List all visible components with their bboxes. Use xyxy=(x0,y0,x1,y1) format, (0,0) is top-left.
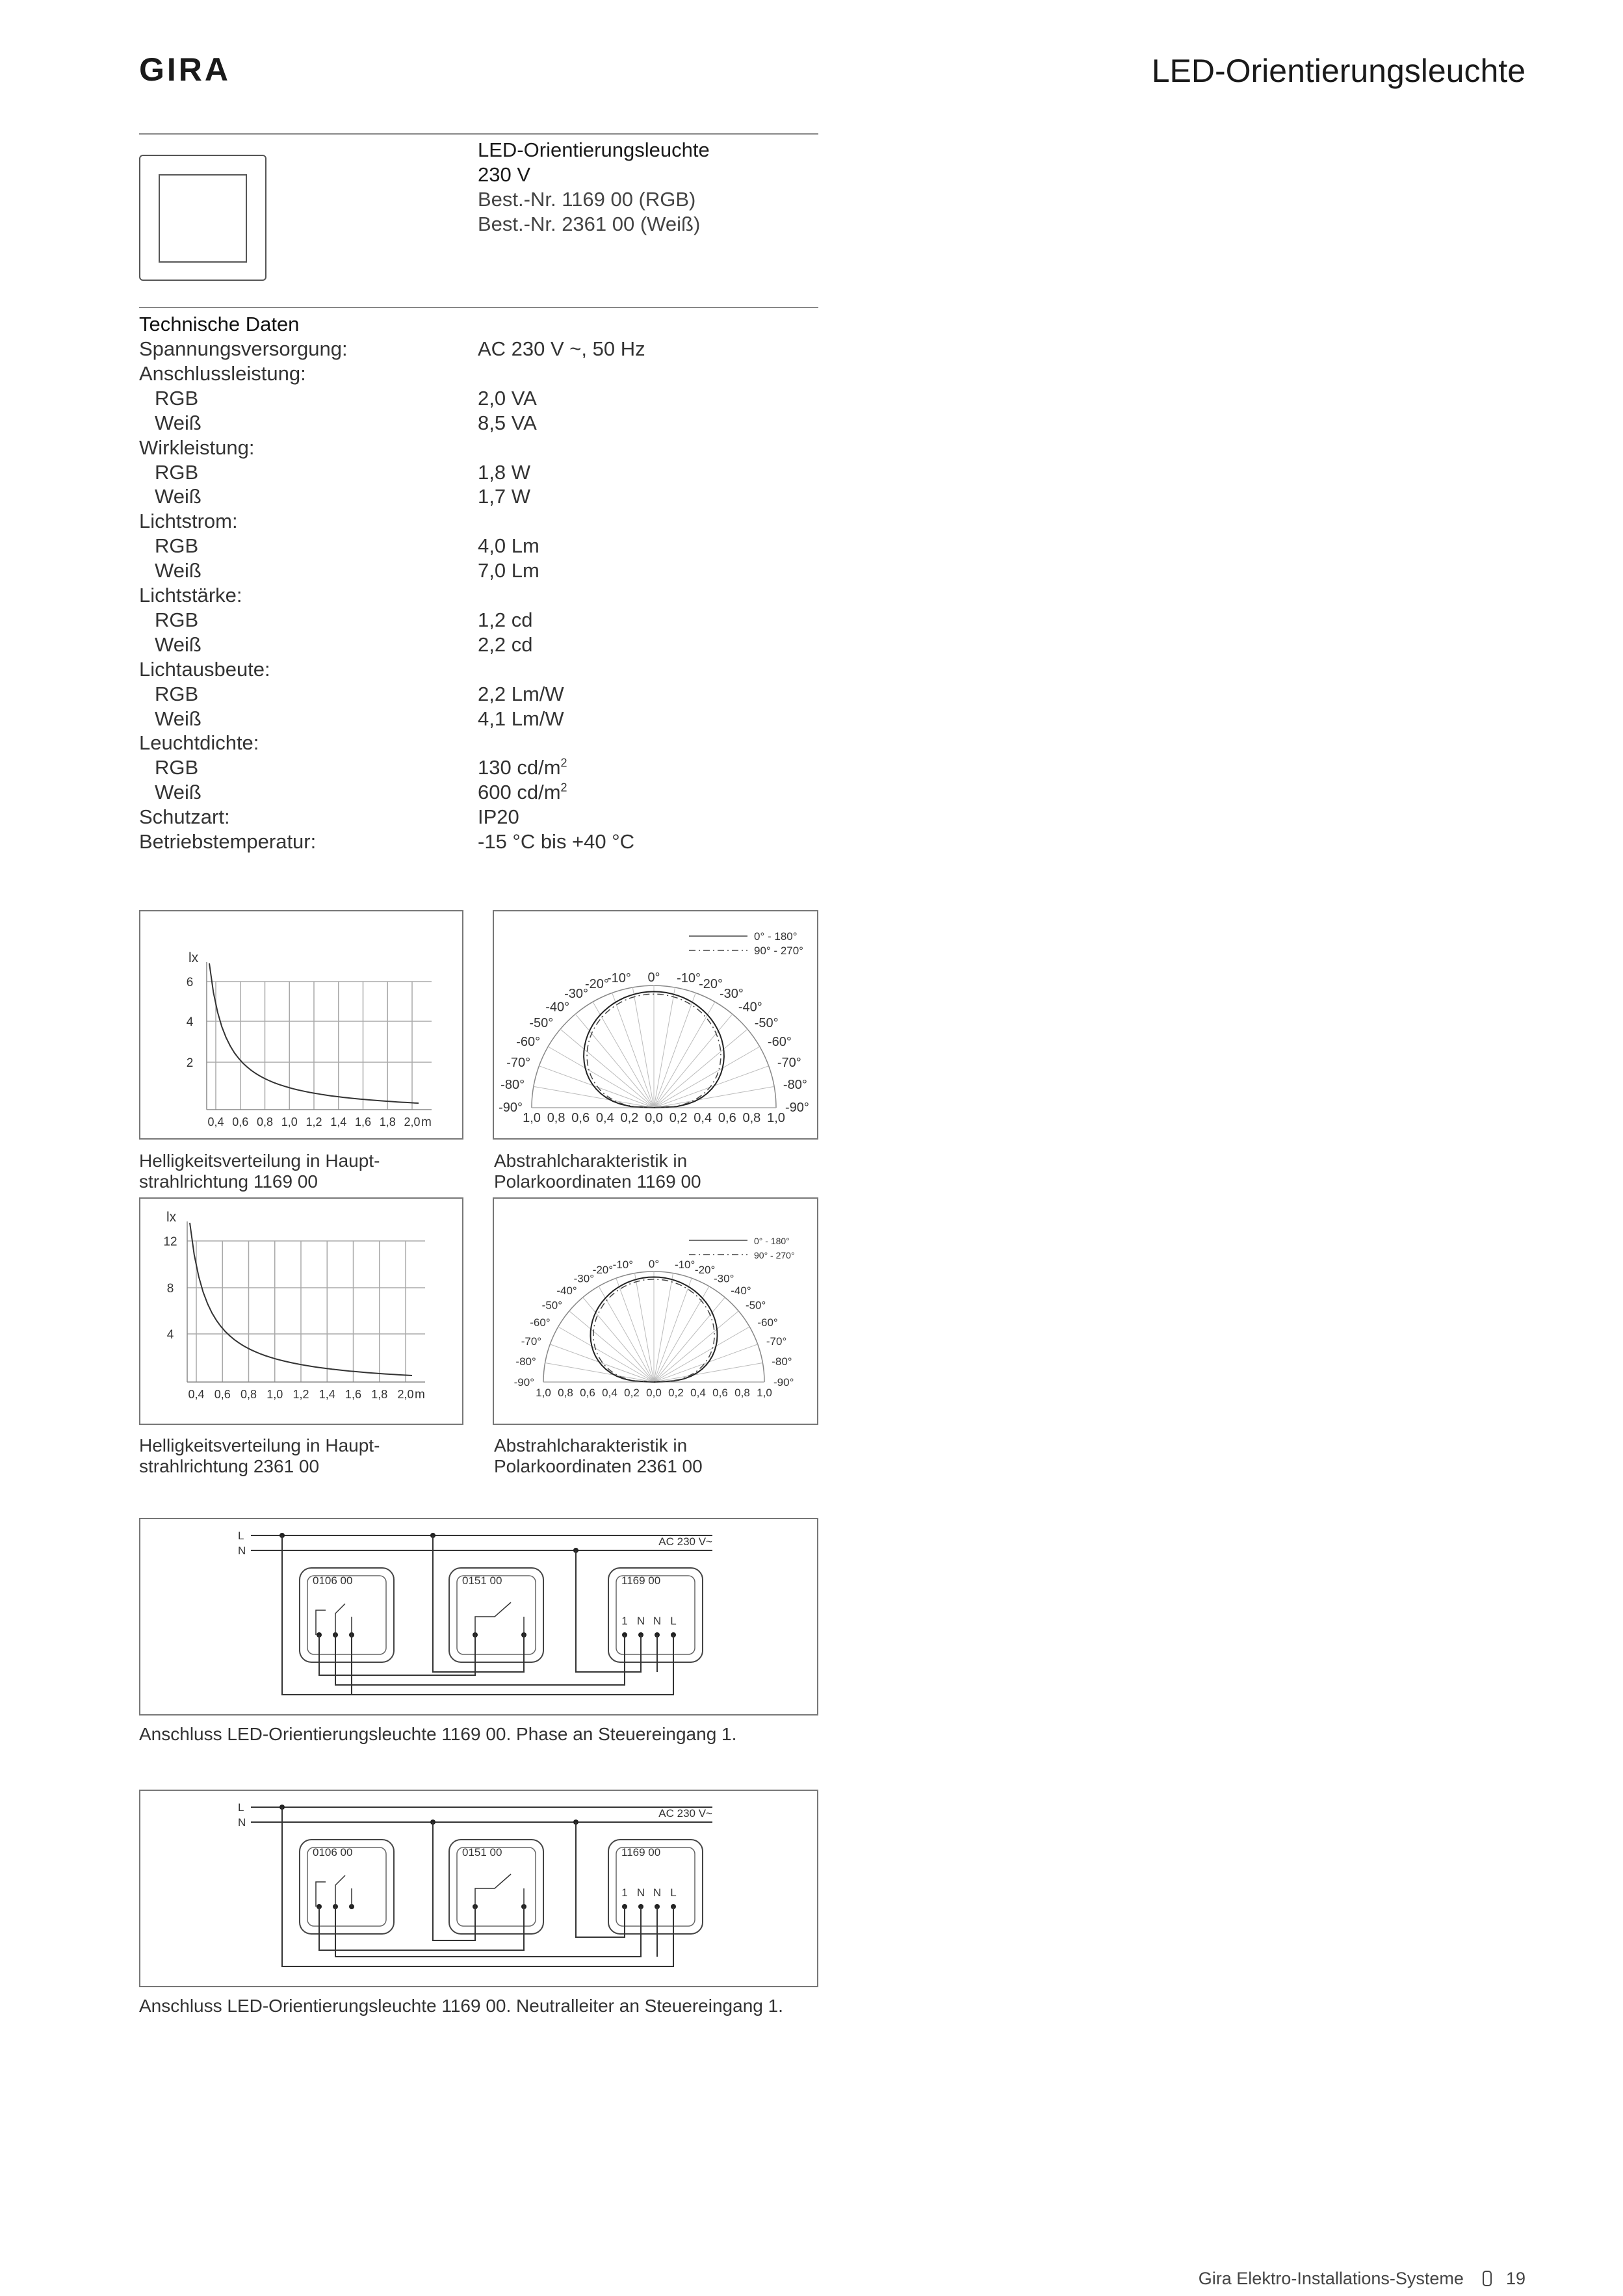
polar-angle-label: -40° xyxy=(738,1000,762,1015)
polar-scale-label: 0,4 xyxy=(602,1387,617,1399)
spec-value: AC 230 V ~, 50 Hz xyxy=(478,337,645,360)
spec-label: Weiß xyxy=(155,411,201,434)
switch-symbol xyxy=(475,1874,524,1907)
polar-angle-label: -30° xyxy=(720,987,744,1002)
spec-value: -15 °C bis +40 °C xyxy=(478,830,635,853)
spec-label: Schutzart: xyxy=(139,805,230,829)
polar-scale-label: 0,8 xyxy=(547,1111,565,1125)
caption-polar-1169: Abstrahlcharakteristik in Polarkoordinaten 1169 00 xyxy=(494,1151,701,1192)
device-label: 0106 00 xyxy=(313,1574,353,1587)
polar-angle-label: -60° xyxy=(530,1316,551,1329)
wire xyxy=(282,1807,673,1966)
label-N: N xyxy=(238,1545,246,1557)
x-tick-label: 2,0 xyxy=(397,1388,414,1401)
x-tick-label: 0,6 xyxy=(214,1388,231,1401)
label-L: L xyxy=(238,1530,244,1542)
product-voltage: 230 V xyxy=(478,163,531,186)
device-label: 1169 00 xyxy=(621,1574,661,1587)
product-image xyxy=(139,155,266,281)
spec-value: IP20 xyxy=(478,805,519,829)
terminal-label: N xyxy=(636,1615,645,1627)
polar-angle-label: -30° xyxy=(714,1272,734,1285)
x-tick-label: 1,8 xyxy=(371,1388,388,1401)
wire xyxy=(319,1635,475,1675)
polar-angle-label: -10° xyxy=(612,1258,634,1271)
polar-angle-label: -80° xyxy=(772,1355,792,1368)
brightness-chart-1169 xyxy=(139,910,463,1140)
spec-label: RGB xyxy=(155,534,199,558)
terminal-label: N xyxy=(653,1886,662,1899)
spec-label: RGB xyxy=(155,608,199,631)
polar-angle-label: -50° xyxy=(745,1299,766,1312)
terminal-label: L xyxy=(670,1886,677,1899)
polar-scale-label: 0,0 xyxy=(645,1111,663,1125)
terminal-label: 1 xyxy=(621,1886,628,1899)
spec-value: 1,2 cd xyxy=(478,608,533,631)
polar-scale-label: 1,0 xyxy=(523,1111,541,1125)
gira-logo: GIRA xyxy=(139,51,231,88)
device-label: 1169 00 xyxy=(621,1846,661,1859)
caption-wiring-neutral: Anschluss LED-Orientierungsleuchte 1169 00. Neutralleiter an Steuereingang 1. xyxy=(139,1996,783,2016)
spec-label: RGB xyxy=(155,386,199,410)
polar-angle-label: -50° xyxy=(541,1299,563,1312)
polar-chart-1169 xyxy=(493,910,818,1140)
x-tick-label: 1,0 xyxy=(281,1115,298,1128)
wire xyxy=(282,1535,352,1695)
polar-scale-label: 0,4 xyxy=(595,1111,614,1125)
polar-angle-label: -20° xyxy=(585,977,609,992)
order-number-white: Best.-Nr. 2361 00 (Weiß) xyxy=(478,213,701,235)
x-tick-label: 1,4 xyxy=(330,1115,347,1128)
y-tick-label: 12 xyxy=(163,1235,177,1249)
switch-symbol xyxy=(316,1875,352,1907)
page-number: 19 xyxy=(1505,2269,1526,2288)
x-tick-label: 1,6 xyxy=(354,1115,372,1128)
device-label: 0151 00 xyxy=(462,1574,502,1587)
gira-mark-icon xyxy=(1483,2271,1492,2286)
x-tick-label: 1,6 xyxy=(344,1388,362,1401)
y-unit: lx xyxy=(188,950,199,965)
spec-value: 7,0 Lm xyxy=(478,559,539,582)
y-tick-label: 8 xyxy=(166,1282,174,1296)
label-L: L xyxy=(238,1801,244,1814)
label-N: N xyxy=(238,1816,246,1829)
polar-scale-label: 0,2 xyxy=(624,1387,640,1399)
polar-scale-label: 0,4 xyxy=(694,1111,712,1125)
switch-symbol xyxy=(316,1604,352,1635)
x-tick-label: 0,8 xyxy=(256,1115,274,1128)
legend-label: 0° - 180° xyxy=(754,1236,790,1246)
polar-angle-label: -40° xyxy=(545,1000,570,1015)
device-label: 0106 00 xyxy=(313,1846,353,1859)
caption-brightness-1169: Helligkeitsverteilung in Haupt- strahlrichtung 1169 00 xyxy=(139,1151,380,1192)
x-tick-label: 1,8 xyxy=(379,1115,396,1128)
legend-label: 90° - 270° xyxy=(754,945,803,957)
polar-angle-label: -20° xyxy=(699,977,723,992)
x-unit: m xyxy=(421,1115,432,1129)
polar-angle-label: -80° xyxy=(783,1077,807,1092)
wiring-diagram-phase xyxy=(139,1518,818,1715)
polar-angle-label: -80° xyxy=(500,1077,525,1092)
polar-angle-label: 0° xyxy=(648,1258,660,1270)
spec-label: Betriebstemperatur: xyxy=(139,830,317,853)
wire xyxy=(433,1535,524,1672)
spec-label: Weiß xyxy=(155,559,201,582)
caption-wiring-phase: Anschluss LED-Orientierungsleuchte 1169 00. Phase an Steuereingang 1. xyxy=(139,1724,737,1744)
polar-angle-label: -10° xyxy=(674,1258,695,1271)
polar-angle-label: -70° xyxy=(521,1335,542,1348)
polar-angle-label: -90° xyxy=(499,1101,523,1115)
spec-label: Leuchtdichte: xyxy=(139,731,259,755)
polar-angle-label: -80° xyxy=(515,1355,536,1368)
polar-angle-label: -40° xyxy=(556,1285,577,1298)
polar-angle-label: -70° xyxy=(777,1055,801,1070)
polar-angle-label: -40° xyxy=(731,1285,751,1298)
x-tick-label: 0,4 xyxy=(207,1115,224,1128)
spec-label: Anschlussleistung: xyxy=(139,361,306,385)
polar-angle-label: -50° xyxy=(754,1016,779,1031)
terminal-label: N xyxy=(653,1615,662,1627)
polar-angle-label: -20° xyxy=(694,1264,716,1277)
spec-label: Wirkleistung: xyxy=(139,436,255,459)
polar-angle-label: -30° xyxy=(564,987,588,1002)
spec-label: Lichtstrom: xyxy=(139,510,238,533)
polar-angle-label: -30° xyxy=(573,1272,594,1285)
polar-angle-label: -10° xyxy=(607,971,631,986)
polar-scale-label: 0,4 xyxy=(690,1387,706,1399)
spec-value: 4,1 Lm/W xyxy=(478,707,564,730)
polar-angle-label: -70° xyxy=(766,1335,787,1348)
wire xyxy=(319,1907,524,1950)
x-tick-label: 1,2 xyxy=(292,1388,309,1401)
terminal-label: N xyxy=(636,1886,645,1899)
page-title: LED-Orientierungsleuchte xyxy=(1151,53,1526,89)
spec-label: Lichtausbeute: xyxy=(139,657,270,681)
spec-value: 2,2 Lm/W xyxy=(478,682,564,705)
polar-scale-label: 0,8 xyxy=(558,1387,573,1399)
spec-label: RGB xyxy=(155,460,199,484)
x-tick-label: 1,0 xyxy=(266,1388,283,1401)
polar-scale-label: 0,6 xyxy=(580,1387,595,1399)
spec-value: 2,2 cd xyxy=(478,633,533,656)
polar-scale-label: 0,6 xyxy=(718,1111,736,1125)
spec-value: 1,8 W xyxy=(478,460,530,484)
polar-scale-label: 1,0 xyxy=(757,1387,772,1399)
brightness-chart-2361 xyxy=(139,1197,463,1425)
spec-value: 8,5 VA xyxy=(478,411,537,434)
polar-scale-label: 0,6 xyxy=(712,1387,728,1399)
order-number-rgb: Best.-Nr. 1169 00 (RGB) xyxy=(478,188,696,211)
x-unit: m xyxy=(415,1388,425,1402)
polar-scale-label: 0,2 xyxy=(620,1111,639,1125)
spec-value: 4,0 Lm xyxy=(478,534,539,558)
polar-angle-label: -60° xyxy=(767,1035,792,1049)
product-name: LED-Orientierungsleuchte xyxy=(478,138,710,161)
spec-value: 2,0 VA xyxy=(478,386,537,410)
device-label: 0151 00 xyxy=(462,1846,502,1859)
x-tick-label: 0,8 xyxy=(240,1388,257,1401)
divider xyxy=(139,133,818,135)
spec-value: 1,7 W xyxy=(478,485,530,508)
polar-scale-label: 0,2 xyxy=(669,1111,688,1125)
x-tick-label: 1,2 xyxy=(305,1115,322,1128)
polar-scale-label: 0,8 xyxy=(734,1387,750,1399)
polar-angle-label: -50° xyxy=(529,1016,554,1031)
y-tick-label: 4 xyxy=(186,1015,194,1029)
polar-angle-label: -90° xyxy=(773,1376,794,1389)
switch-symbol xyxy=(475,1602,524,1635)
legend-label: 0° - 180° xyxy=(754,930,798,943)
polar-angle-label: -10° xyxy=(677,971,701,986)
y-unit: lx xyxy=(166,1210,177,1225)
polar-chart-2361 xyxy=(493,1197,818,1425)
spec-value: 130 $cd/m^2$ xyxy=(478,756,567,779)
polar-angle-label: -90° xyxy=(513,1376,534,1389)
y-tick-label: 4 xyxy=(166,1328,174,1342)
wiring-diagram-neutral xyxy=(139,1790,818,1987)
wire xyxy=(335,1635,625,1685)
polar-angle-label: -60° xyxy=(757,1316,778,1329)
spec-label: Lichtstärke: xyxy=(139,584,242,607)
polar-angle-label: -70° xyxy=(506,1055,531,1070)
x-tick-label: 0,6 xyxy=(232,1115,249,1128)
spec-label: Weiß xyxy=(155,781,201,804)
polar-angle-label: -60° xyxy=(516,1035,541,1049)
terminal-label: 1 xyxy=(621,1615,628,1627)
polar-scale-label: 1,0 xyxy=(767,1111,785,1125)
x-tick-label: 1,4 xyxy=(318,1388,335,1401)
supply-label: AC 230 V~ xyxy=(658,1807,712,1820)
polar-angle-label: -90° xyxy=(785,1101,809,1115)
legend-label: 90° - 270° xyxy=(754,1250,795,1260)
caption-polar-2361: Abstrahlcharakteristik in Polarkoordinaten 2361 00 xyxy=(494,1435,703,1476)
polar-scale-label: 1,0 xyxy=(536,1387,551,1399)
footer xyxy=(1199,2269,1526,2289)
polar-angle-label: 0° xyxy=(647,971,660,985)
polar-scale-label: 0,2 xyxy=(668,1387,684,1399)
spec-label: RGB xyxy=(155,756,199,779)
polar-scale-label: 0,0 xyxy=(646,1387,662,1399)
spec-value: 600 $cd/m^2$ xyxy=(478,781,567,804)
specs-heading: Technische Daten xyxy=(139,313,300,335)
x-tick-label: 2,0 xyxy=(404,1115,421,1128)
product-info xyxy=(478,138,710,237)
supply-label: AC 230 V~ xyxy=(658,1535,712,1548)
terminal-label: L xyxy=(670,1615,677,1627)
spec-label: Weiß xyxy=(155,707,201,730)
divider xyxy=(139,307,818,308)
spec-label: Weiß xyxy=(155,485,201,508)
spec-label: RGB xyxy=(155,682,199,705)
y-tick-label: 2 xyxy=(186,1056,194,1070)
polar-scale-label: 0,6 xyxy=(571,1111,590,1125)
spec-label: Weiß xyxy=(155,633,201,656)
caption-brightness-2361: Helligkeitsverteilung in Haupt- strahlrichtung 2361 00 xyxy=(139,1435,380,1476)
spec-label: Spannungsversorgung: xyxy=(139,337,348,360)
x-tick-label: 0,4 xyxy=(188,1388,205,1401)
polar-angle-label: -20° xyxy=(592,1264,614,1277)
polar-scale-label: 0,8 xyxy=(742,1111,761,1125)
y-tick-label: 6 xyxy=(186,976,194,989)
footer-text: Gira Elektro-Installations-Systeme xyxy=(1198,2269,1464,2288)
